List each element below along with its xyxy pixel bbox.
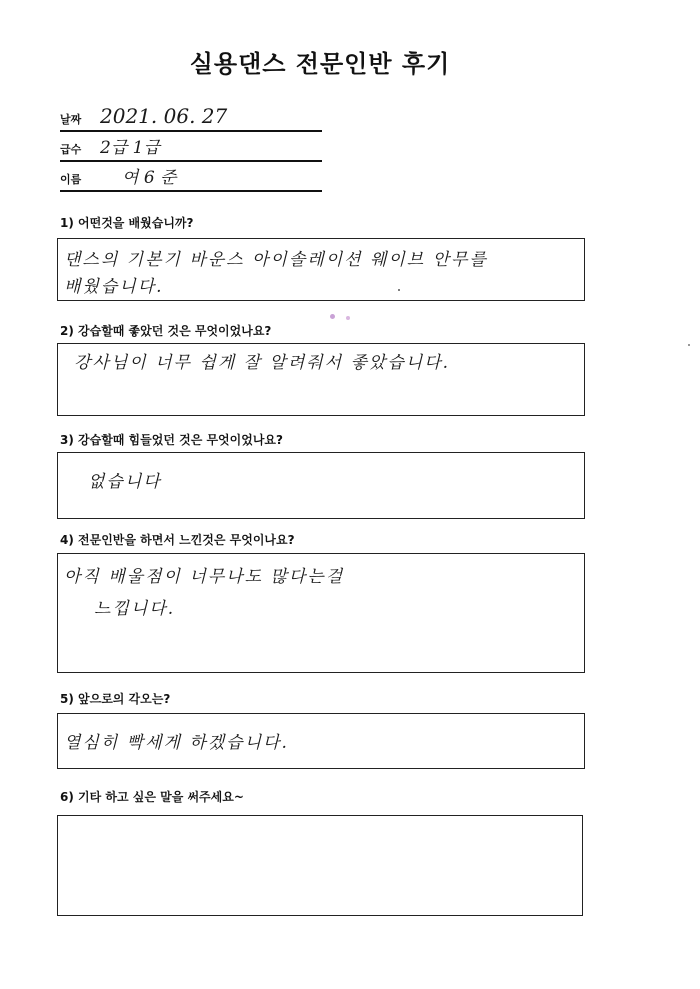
date-row [60, 102, 322, 132]
question-4-label: 4) 전문인반을 하면서 느낀것은 무엇이나요? [60, 533, 295, 547]
grade-label: 급수 [60, 143, 82, 156]
scan-speck [330, 314, 335, 319]
name-label: 이름 [60, 173, 82, 186]
answer-1-line-2: 배웠습니다. [64, 277, 164, 297]
answer-5-line-1: 열심히 빡세게 하겠습니다. [64, 733, 289, 753]
answer-4-line-1: 아직 배울점이 너무나도 많다는걸 [64, 567, 345, 587]
date-value: 2021. 06. 27 [100, 104, 228, 128]
question-3-label: 3) 강습할때 힘들었던 것은 무엇이었나요? [60, 433, 283, 447]
answer-box-3 [57, 452, 585, 519]
question-5-label: 5) 앞으로의 각오는? [60, 692, 171, 706]
question-1-label: 1) 어떤것을 배웠습니까? [60, 216, 194, 230]
name-value: 여 6 준 [122, 168, 177, 188]
answer-4-line-2: 느낍니다. [94, 599, 176, 619]
answer-1-line-1: 댄스의 기본기 바운스 아이솔레이션 웨이브 안무를 [64, 250, 488, 270]
scan-speck [346, 316, 350, 320]
answer-box-5 [57, 713, 585, 769]
answer-box-4 [57, 553, 585, 673]
question-2-label: 2) 강습할때 좋았던 것은 무엇이었나요? [60, 324, 272, 338]
date-label: 날짜 [60, 113, 82, 126]
question-6-label: 6) 기타 하고 싶은 말을 써주세요~ [60, 790, 244, 804]
answer-box-1 [57, 238, 585, 301]
grade-value: 2급 1급 [100, 138, 160, 158]
scan-speck [688, 344, 690, 346]
grade-row [60, 132, 322, 162]
answer-3-line-1: 없습니다 [88, 472, 162, 492]
answer-2-line-1: 강사님이 너무 쉽게 잘 알려줘서 좋았습니다. [74, 353, 451, 373]
name-row [60, 162, 322, 192]
answer-box-6 [57, 815, 583, 916]
scan-speck [398, 289, 400, 291]
answer-box-2 [57, 343, 585, 416]
page-title: 실용댄스 전문인반 후기 [189, 50, 451, 78]
